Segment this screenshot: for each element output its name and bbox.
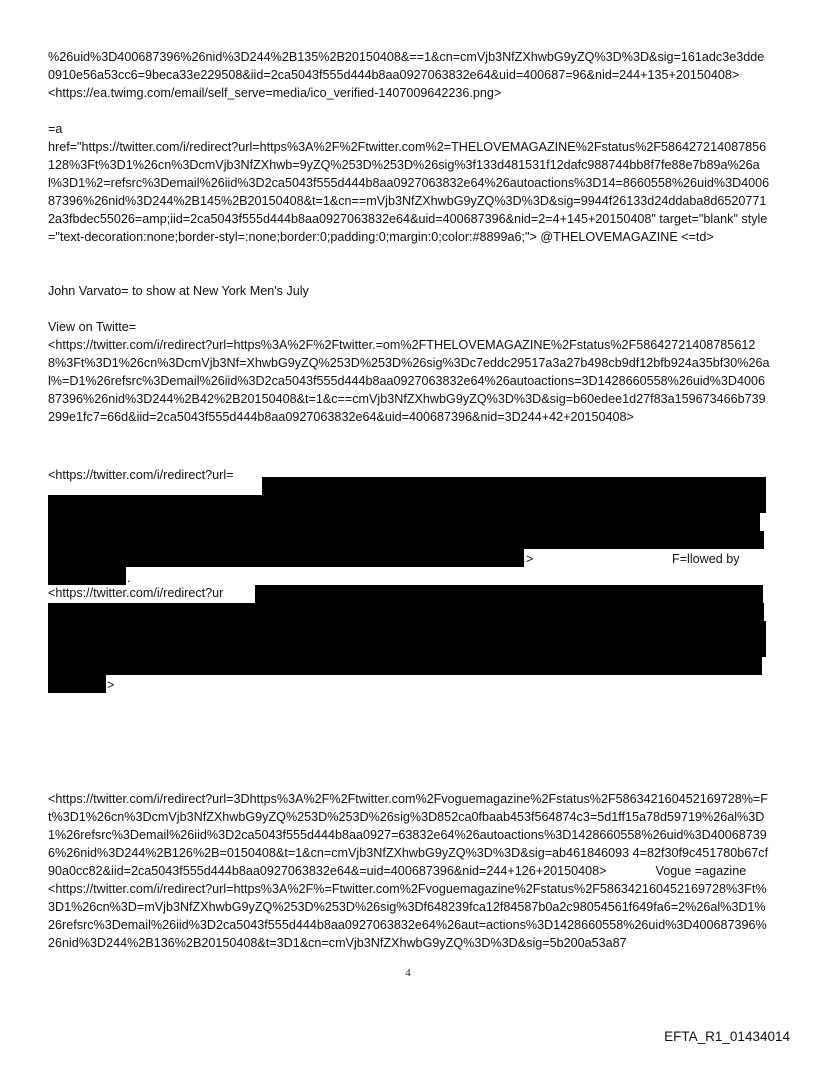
- email-text-block-1: %26uid%3D400687396%26nid%3D244%2B135%2B20150408&==1&cn=cmVjb3NfZXhwbG9yZQ%3D%3D&sig=161adc3e3dde0910e56a53cc6=9beca33e229508&iid=2ca5043f555d444b8aa0927063832e64&uid=400687=96&nid=244+135+20150408> <https://ea.twimg.com/email/self_serve=media/ico_verified-1407009642236.png>: [48, 50, 785, 100]
- redaction-bar: [255, 585, 763, 603]
- redirect-link-start-2: <https://twitter.com/i/redirect?ur: [48, 586, 224, 600]
- redaction-bar: [48, 603, 764, 621]
- redaction-bar: [48, 657, 762, 675]
- redaction-bar: [48, 639, 766, 657]
- redaction-bar: [48, 567, 126, 585]
- email-text-block-2: =a href="https://twitter.com/i/redirect?url=https%3A%2F%2Ftwitter.com%2=THELOVEMAGAZINE%2Fstatus%2F586427214087856128%3Ft%3D1%26cn%3DcmVjb3NfZXhwb=9yZQ%253D%253D%26sig%3f133d481531f12dafc988744bb8f7fe88e7b89a%26al%3D1%2=refsrc%3Demail%26iid%3D2ca5043f555d444b8aa0927063832e64%26autoactions%3D14=8660558%26uid%3D400687396%26nid%3D244%2B145%2B20150408&t=1&cn==mVjb3NfZXhwbG9yZQ%3D%3D&sig=9944f26133d24ddaba8d65207712a3fbdec55026=amp;iid=2ca5043f555d444b8aa0927063832e64&uid=400687396&nid=2=4+145+20150408" target="blank" style="text-decoration:none;border-styl=:none;border:0;padding:0;margin:0;color:#8899a6;"> @THELOVEMAGAZINE <=td>: [48, 122, 770, 244]
- tweet-headline: John Varvato= to show at New York Men's July: [48, 284, 309, 298]
- redaction-bar: [48, 621, 766, 639]
- redirect-link-end-2: >: [107, 678, 115, 692]
- redaction-bar: [48, 513, 760, 531]
- redirect-link-end-1: >: [526, 552, 534, 566]
- view-on-twitter-block: View on Twitte= <https://twitter.com/i/redirect?url=https%3A%2F%2Ftwitter.=om%2FTHELOVEMAGAZINE%2Fstatus%2F586427214087856128%3Ft%3D1%26cn%3DcmVjb3Nf=XhwbG9yZQ%253D%253D%26sig%3Dc7eddc29517a3a27b498cb9df12bfb924a35bf30%26al%=D1%26refsrc%3Demail%26iid%3D2ca5043f555d444b8aa0927063832e64%26autoactions=3D1428660558%26uid%3D400687396%26nid%3D244%2B42%2B20150408&t=1&c==cmVjb3NfZXhwbG9yZQ%3D%3D&sig=b60edee1d27f83a159673466b739299e1fc7=66d&iid=2ca5043f555d444b8aa0927063832e64&uid=400687396&nid=3D244+42+20150408>: [48, 320, 770, 424]
- redaction-bar: [48, 531, 764, 549]
- redaction-bar: [48, 549, 524, 567]
- redaction-bar: [48, 675, 106, 693]
- redaction-bar: [48, 495, 766, 513]
- page-number: 4: [405, 967, 411, 979]
- document-id-footer: EFTA_R1_01434014: [664, 1029, 790, 1044]
- followed-by-label: F=llowed by: [672, 552, 740, 566]
- redirect-link-start-1: <https://twitter.com/i/redirect?url=: [48, 468, 234, 482]
- vogue-redirect-block: <https://twitter.com/i/redirect?url=3Dhttps%3A%2F%2Ftwitter.com%2Fvoguemagazine%2Fstatus%2F586342160452169728%=Ft%3D1%26cn%3DcmVjb3NfZXhwbG9yZQ%253D%253D%26sig%3D852ca0fbaab453f564874c3=5d1ff15a78d59719%26al%3D1%26refsrc%3Demail%26iid%3D2ca5043f555d444b8aa0927=63832e64%26autoactions%3D1428660558%26uid%3D400687396%26nid%3D244%2B126%2B=0150408&t=1&cn=cmVjb3NfZXhwbG9yZQ%3D%3D&sig=ab461846093 4=82f30f9c451780b67cf90a0cc82&iid=2ca5043f555d444b8aa0927063832e64&=uid=400687396&nid=244+126+20150408> Vogue =agazine <https://twitter.com/i/redirect?url=https%3A%2F%=Ftwitter.com%2Fvoguemagazine%2Fstatus%2F586342160452169728%3Ft%3D1%26cn%3D=mVjb3NfZXhwbG9yZQ%253D%253D%26sig%3Df648239fca12f84587b0a2c98054561f649fa6=2%26al%3D1%26refsrc%3Demail%26iid%3D2ca5043f555d444b8aa0927063832e64%26aut=actions%3D1428660558%26uid%3D400687396%26nid%3D244%2B136%2B20150408&t=3D1&cn=cmVjb3NfZXhwbG9yZQ%3D%3D&sig=5b200a53a87: [48, 792, 769, 950]
- redaction-bar: [262, 477, 766, 495]
- period: .: [127, 571, 131, 585]
